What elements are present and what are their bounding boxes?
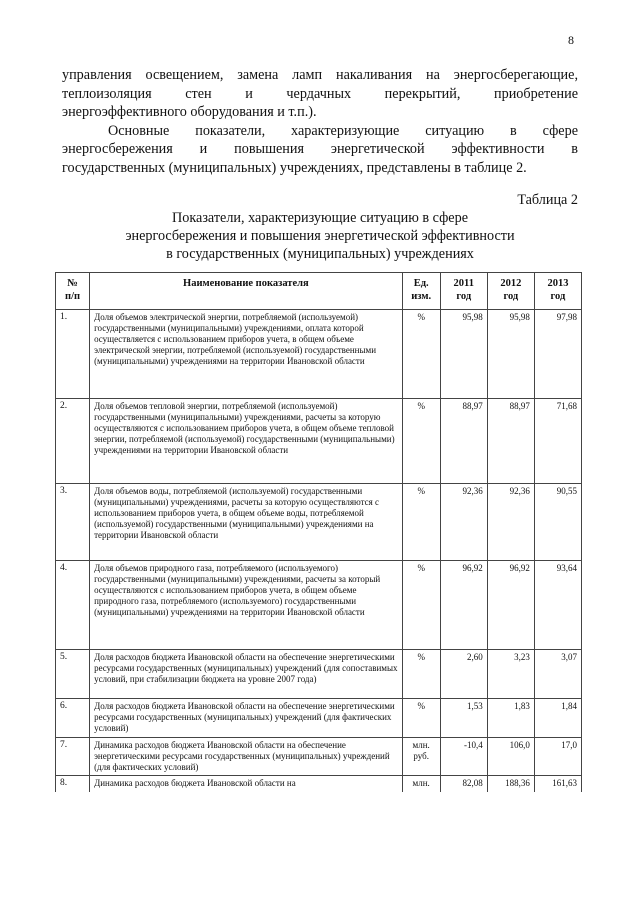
text-line: энергоэффективного оборудования и т.п.).: [62, 104, 317, 121]
header-text: год: [550, 291, 566, 302]
row-number: 4.: [56, 561, 90, 650]
header-num: [56, 273, 90, 310]
table-caption: Таблица 2: [517, 192, 578, 208]
row-number: 6.: [56, 699, 90, 738]
row-number: 7.: [56, 738, 90, 776]
value-2013: 1,84: [534, 699, 581, 738]
value-2011: 1,53: [440, 699, 487, 738]
value-2013: 3,07: [534, 650, 581, 699]
table-row: [56, 561, 582, 650]
value-2012: 1,83: [487, 699, 534, 738]
value-2012: 92,36: [487, 484, 534, 561]
value-2011: 88,97: [440, 399, 487, 484]
header-name: Наименование показателя: [90, 273, 403, 310]
value-2012: 88,97: [487, 399, 534, 484]
text-line: энергосбережения и повышения энергетической эффективности в: [62, 141, 578, 158]
indicator-name: Доля объемов электрической энергии, потребляемой (используемой) государственными (муниципальными) учреждениями, оплата которой осуществляется с использованием приборов учета, в общем объеме электрической энергии, потребляемой (используемой) государственными (муниципальными) учреждениями на территории Ивановской области: [90, 310, 403, 399]
table-row: [56, 776, 582, 793]
page-number: 8: [568, 33, 574, 47]
unit-cell: %: [402, 484, 440, 561]
header-text: 2013: [547, 278, 569, 289]
table-row: [56, 399, 582, 484]
value-2013: 97,98: [534, 310, 581, 399]
text-line: управления освещением, замена ламп накаливания на энергосберегающие,: [62, 67, 578, 83]
value-2011: 92,36: [440, 484, 487, 561]
table-header-row: [56, 273, 582, 310]
value-2013: 161,63: [534, 776, 581, 793]
intro-paragraph-1: [62, 66, 578, 122]
intro-paragraph-2: [62, 122, 578, 178]
indicator-name: Доля расходов бюджета Ивановской области на обеспечение энергетическими ресурсами государственных (муниципальных) учреждений (для сопоставимых условий, при стабилизации бюджета на уровне 2007 года): [90, 650, 403, 699]
indicator-name: Доля расходов бюджета Ивановской области на обеспечение энергетическими ресурсами государственных (муниципальных) учреждений (для фактических условий): [90, 699, 403, 738]
unit-cell: %: [402, 399, 440, 484]
value-2013: 90,55: [534, 484, 581, 561]
value-2011: 82,08: [440, 776, 487, 793]
value-2012: 95,98: [487, 310, 534, 399]
unit-cell: %: [402, 310, 440, 399]
table-title: [62, 209, 578, 263]
value-2013: 93,64: [534, 561, 581, 650]
indicator-name: Динамика расходов бюджета Ивановской области на обеспечение энергетическими ресурсами государственных (муниципальных) учреждений (для фактических условий): [90, 738, 403, 776]
header-text: Ед.: [413, 278, 429, 289]
unit-cell: млн.: [402, 776, 440, 793]
row-number: 1.: [56, 310, 90, 399]
title-line: энергосбережения и повышения энергетической эффективности: [125, 228, 515, 244]
header-text: год: [456, 291, 472, 302]
value-2012: 96,92: [487, 561, 534, 650]
header-2012: [487, 273, 534, 310]
row-number: 8.: [56, 776, 90, 793]
header-text: п/п: [65, 291, 81, 302]
value-2011: -10,4: [440, 738, 487, 776]
header-text: изм.: [411, 291, 432, 302]
value-2012: 106,0: [487, 738, 534, 776]
header-text: 2012: [500, 278, 522, 289]
intro-text: [62, 66, 578, 178]
indicators-table: [55, 272, 582, 792]
unit-cell: %: [402, 650, 440, 699]
value-2011: 95,98: [440, 310, 487, 399]
header-text: год: [503, 291, 519, 302]
indicator-name: Доля объемов тепловой энергии, потребляемой (используемой) государственными (муниципальными) учреждениями, расчеты за которую осуществляются с использованием приборов учета, в общем объеме тепловой энергии, потребляемой (используемой) государственными (муниципальными) учреждениями на территории Ивановской области: [90, 399, 403, 484]
indicator-name: Динамика расходов бюджета Ивановской области на: [90, 776, 403, 793]
unit-cell: млн. руб.: [402, 738, 440, 776]
value-2013: 17,0: [534, 738, 581, 776]
header-text: №: [67, 278, 78, 289]
table-row: [56, 738, 582, 776]
indicator-name: Доля объемов природного газа, потребляемого (используемого) государственными (муниципальными) учреждениями, расчеты за который осуществляются с использованием приборов учета, в общем объеме природного газа, потребляемого (используемого) государственными (муниципальными) учреждениями на территории Ивановской области: [90, 561, 403, 650]
row-number: 2.: [56, 399, 90, 484]
header-text: 2011: [453, 278, 474, 289]
title-line: Показатели, характеризующие ситуацию в сфере: [172, 210, 468, 226]
header-unit: [402, 273, 440, 310]
text-line: теплоизоляция стен и чердачных перекрытий, приобретение: [62, 85, 578, 102]
text-line: Основные показатели, характеризующие ситуацию в сфере: [108, 122, 578, 139]
text-line: государственных (муниципальных) учреждениях, представлены в таблице 2.: [62, 159, 527, 176]
unit-cell: %: [402, 561, 440, 650]
value-2012: 188,36: [487, 776, 534, 793]
value-2011: 96,92: [440, 561, 487, 650]
title-line: в государственных (муниципальных) учреждениях: [166, 246, 474, 262]
table-row: [56, 699, 582, 738]
value-2011: 2,60: [440, 650, 487, 699]
value-2013: 71,68: [534, 399, 581, 484]
value-2012: 3,23: [487, 650, 534, 699]
unit-cell: %: [402, 699, 440, 738]
row-number: 3.: [56, 484, 90, 561]
header-2011: [440, 273, 487, 310]
header-2013: [534, 273, 581, 310]
indicator-name: Доля объемов воды, потребляемой (используемой) государственными (муниципальными) учреждениями, расчеты за которую осуществляются с использованием приборов учета, в общем объеме воды, потребляемой (используемой) государственными (муниципальными) учреждениями на территории Ивановской области: [90, 484, 403, 561]
table-row: [56, 484, 582, 561]
row-number: 5.: [56, 650, 90, 699]
table-row: [56, 310, 582, 399]
table-row: [56, 650, 582, 699]
